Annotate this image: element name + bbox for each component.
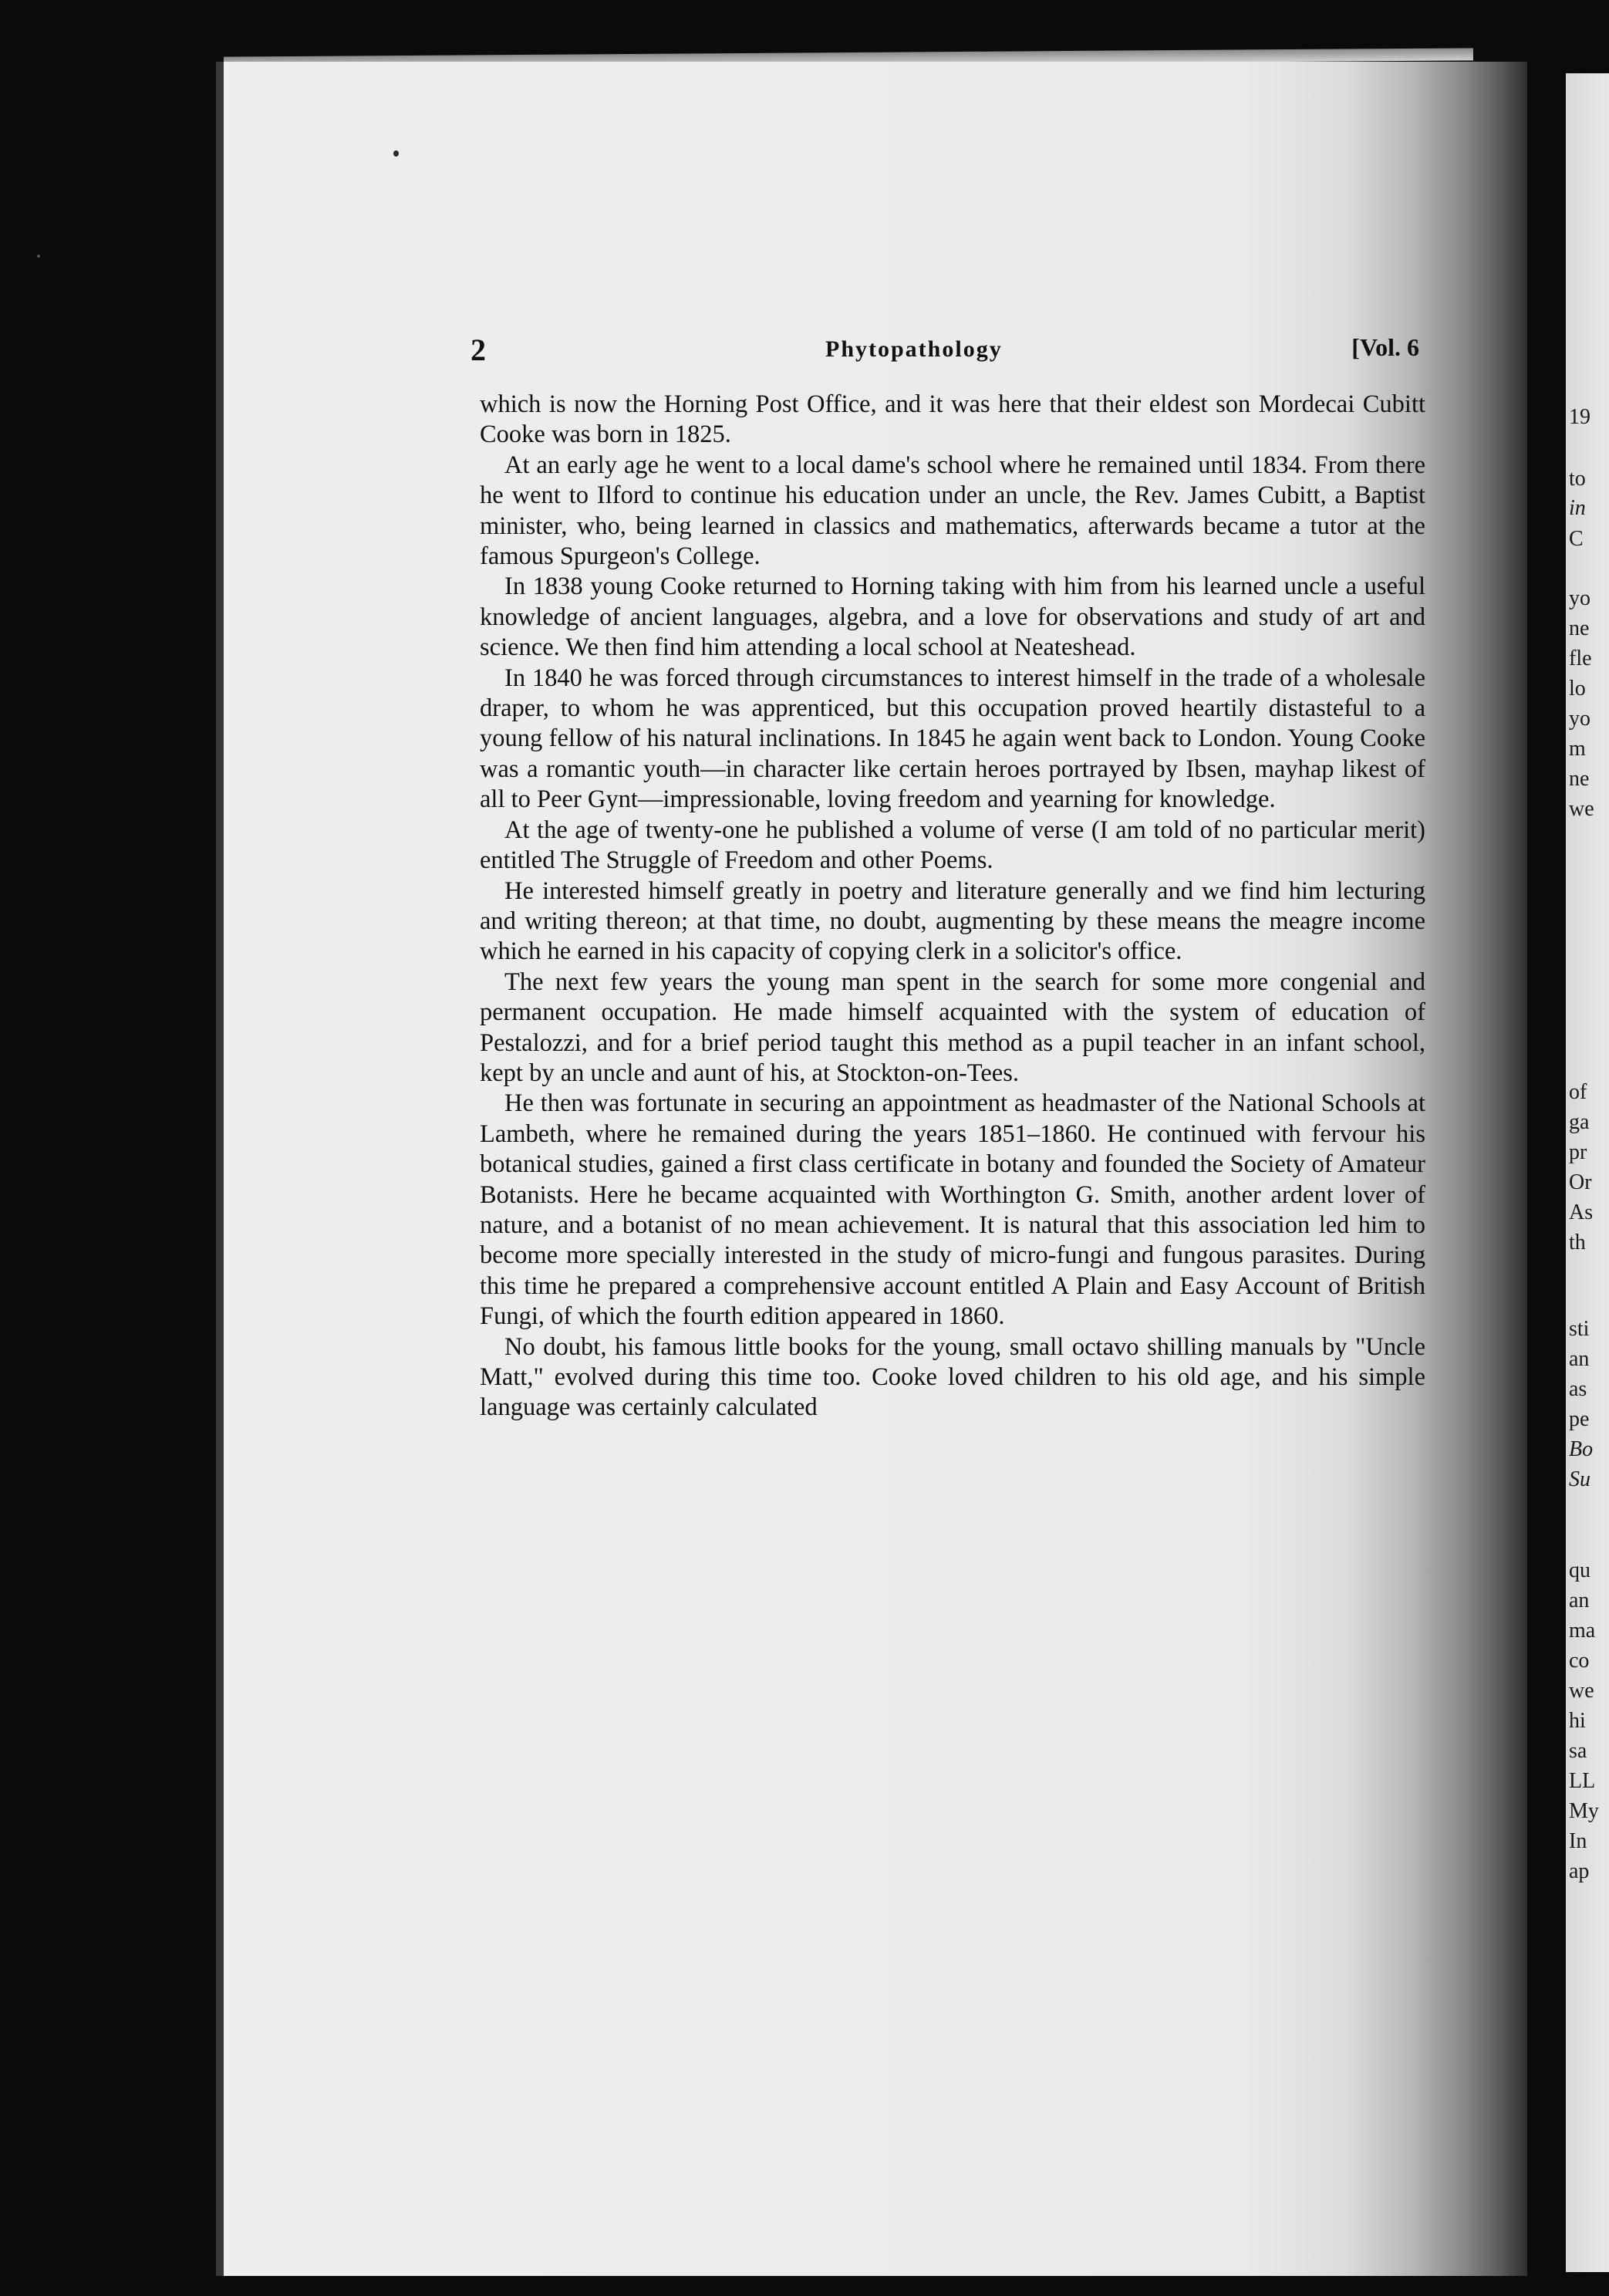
adjacent-page-fragment: hi	[1569, 1709, 1586, 1733]
adjacent-page-fragment: 19	[1569, 405, 1590, 429]
page-number: 2	[471, 333, 486, 367]
scan-speck	[393, 150, 399, 157]
adjacent-page-fragment: As	[1569, 1200, 1594, 1224]
adjacent-page-fragment: we	[1569, 797, 1594, 821]
running-title: Phytopathology	[825, 336, 1003, 362]
adjacent-page-fragment: yo	[1569, 707, 1590, 731]
paragraph: At the age of twenty-one he published a volume of verse (I am told of no particular merit) entitled The Struggle of Freedom and other Poems.	[480, 815, 1425, 875]
adjacent-page-fragment: In	[1569, 1829, 1587, 1853]
adjacent-page-fragment: Or	[1569, 1170, 1592, 1194]
adjacent-page-fragment: an	[1569, 1589, 1590, 1612]
adjacent-page-fragment: we	[1569, 1679, 1594, 1703]
adjacent-page-fragment: pr	[1569, 1140, 1587, 1164]
adjacent-page-fragment: ga	[1569, 1110, 1590, 1134]
adjacent-page-strip	[1566, 73, 1609, 2272]
adjacent-page-fragment: LL	[1569, 1769, 1596, 1793]
adjacent-page-fragment: m	[1569, 737, 1586, 761]
body-text	[480, 390, 1425, 1423]
adjacent-page-fragment: th	[1569, 1231, 1586, 1254]
adjacent-page-fragment: My	[1569, 1799, 1599, 1823]
adjacent-page-fragment: sa	[1569, 1739, 1587, 1763]
paragraph: The next few years the young man spent in the search for some more congenial and permanent occupation. He made himself acquainted with the system of education of Pestalozzi, and for a brief period taught this method as a pupil teacher in an infant school, kept by an uncle and aunt of his, at Stockton-on-Tees.	[480, 967, 1425, 1087]
paragraph: In 1840 he was forced through circumstances to interest himself in the trade of a wholesale draper, to whom he was apprenticed, but this occupation proved heartily distasteful to a young fellow of his natural inclinations. In 1845 he again went back to London. Young Cooke was a romantic youth—in character like certain heroes portrayed by Ibsen, mayhap likest of all to Peer Gynt—impressionable, loving freedom and yearning for knowledge.	[480, 663, 1425, 814]
scan-speck	[37, 255, 40, 258]
adjacent-page-fragment: lo	[1569, 677, 1586, 701]
adjacent-page-fragment: as	[1569, 1377, 1587, 1401]
adjacent-page-fragment: C	[1569, 527, 1584, 551]
adjacent-page-fragment: fle	[1569, 647, 1592, 670]
adjacent-page-fragment: yo	[1569, 586, 1590, 610]
paragraph: In 1838 young Cooke returned to Horning taking with him from his learned uncle a useful knowledge of ancient languages, algebra, and a love for observations and study of art and science. We then find him attending a local school at Neateshead.	[480, 572, 1425, 662]
volume-label: [Vol. 6	[1351, 333, 1419, 361]
adjacent-page-fragment: qu	[1569, 1558, 1590, 1582]
paragraph: which is now the Horning Post Office, and it was here that their eldest son Mordecai Cubitt Cooke was born in 1825.	[480, 390, 1425, 449]
adjacent-page-fragment: an	[1569, 1347, 1590, 1371]
paragraph: No doubt, his famous little books for the young, small octavo shilling manuals by "Uncle Matt," evolved during this time too. Cooke loved children to his old age, and his simple language was certainly calculated	[480, 1332, 1425, 1422]
paragraph: He interested himself greatly in poetry and literature generally and we find him lecturing and writing thereon; at that time, no doubt, augmenting by these means the meagre income which he earned in his capacity of copying clerk in a solicitor's office.	[480, 876, 1425, 966]
adjacent-page-fragment: in	[1569, 496, 1586, 520]
adjacent-page-fragment: ne	[1569, 767, 1590, 791]
adjacent-page-fragment: co	[1569, 1649, 1590, 1673]
paragraph: At an early age he went to a local dame's school where he remained until 1834. From there he went to Ilford to continue his education under an uncle, the Rev. James Cubitt, a Baptist minister, who, being learned in classics and mathematics, afterwards became a tutor at the famous Spurgeon's College.	[480, 451, 1425, 571]
adjacent-page-fragment: ap	[1569, 1859, 1590, 1883]
adjacent-page-fragment: ne	[1569, 616, 1590, 640]
adjacent-page-fragment: to	[1569, 467, 1586, 491]
adjacent-page-fragment: Bo	[1569, 1437, 1594, 1461]
adjacent-page-fragment: Su	[1569, 1467, 1590, 1491]
adjacent-page-fragment: sti	[1569, 1317, 1590, 1341]
adjacent-page-fragment: of	[1569, 1080, 1587, 1104]
paragraph: He then was fortunate in securing an appointment as headmaster of the National Schools at Lambeth, where he remained during the years 1851–1860. He continued with fervour his botanical studies, gained a first class certificate in botany and founded the Society of Amateur Botanists. Here he became acquainted with Worthington G. Smith, another ardent lover of nature, and a botanist of no mean achievement. It is natural that this association led him to become more specially interested in the study of micro-fungi and fungous parasites. During this time he prepared a comprehensive account entitled A Plain and Easy Account of British Fungi, of which the fourth edition appeared in 1860.	[480, 1089, 1425, 1331]
adjacent-page-fragment: ma	[1569, 1619, 1596, 1643]
adjacent-page-fragment: pe	[1569, 1407, 1590, 1431]
running-header	[471, 332, 1419, 370]
